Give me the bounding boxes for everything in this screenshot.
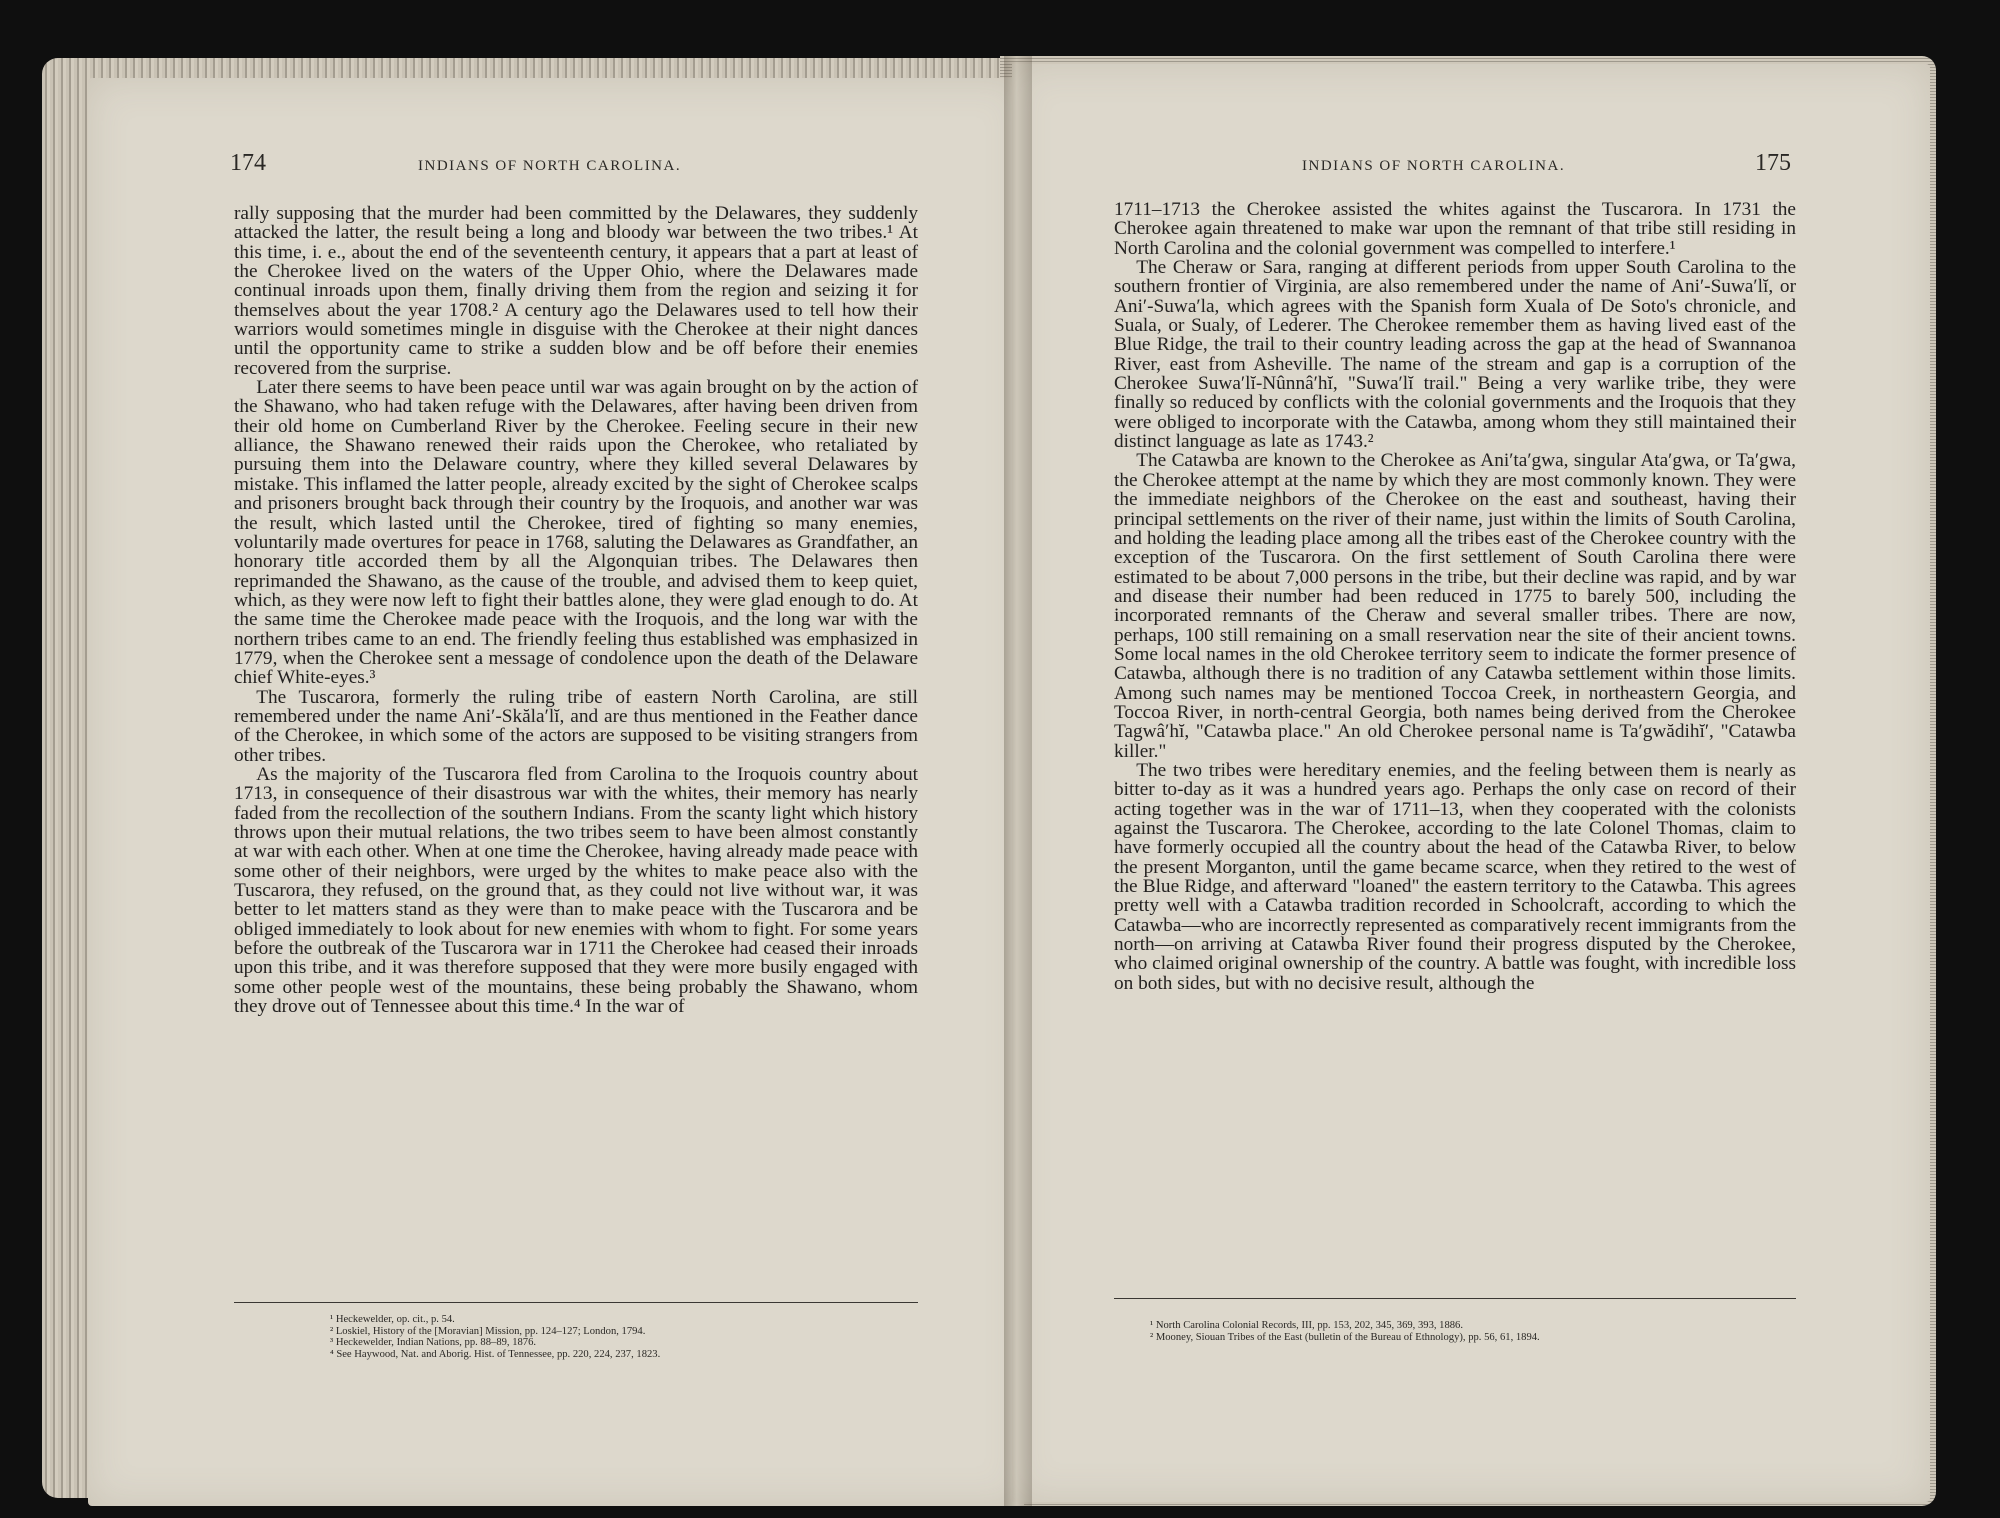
right-footnotes: [1150, 1320, 1540, 1343]
right-paragraph-3: The Catawba are known to the Cherokee as Ani′ta′gwa, singular Ata′gwa, or Ta′gwa, the Cherokee attempt at the name by which they are most commonly known. They were the immediate neighbors of the Cherokee on the east and southeast, having their principal settlements on the river of their name, just within the limits of South Carolina, and holding the leading place among all the tribes east of the Cherokee country with the exception of the Tuscarora. On the first settlement of South Carolina there were estimated to be about 7,000 persons in the tribe, but their decline was rapid, and by war and disease their number had been reduced in 1775 to barely 500, including the incorporated remnants of the Cheraw and several smaller tribes. There are now, perhaps, 100 still remaining on a small reservation near the site of their ancient towns. Some local names in the old Cherokee territory seem to indicate the former presence of Catawba, although there is no tradition of any Catawba settlement within those limits. Among such names may be mentioned Toccoa Creek, in northeastern Georgia, and Toccoa River, in north-central Georgia, both names being derived from the Cherokee Tagwâ′hĭ, "Catawba place." An old Cherokee personal name is Ta′gwădihĭ′, "Catawba killer.": [1114, 450, 1796, 762]
book-gutter: [1004, 56, 1032, 1506]
right-paragraph-2: The Cheraw or Sara, ranging at different periods from upper South Carolina to the southern frontier of Virginia, are also remembered under the name of Ani′-Suwa′lĭ, or Ani′-Suwa′la, which agrees with the Spanish form Xuala of De Soto's chronicle, and Suala, or Sualy, of Lederer. The Cherokee remember them as having lived east of the Blue Ridge, the trail to their country leading across the gap at the head of Swannanoa River, east from Asheville. The name of the stream and gap is a corruption of the Cherokee Suwa′lĭ-Nûnnâ′hĭ, "Suwa′lĭ trail." Being a very warlike tribe, they were finally so reduced by conflicts with the colonial governments and the Iroquois that they were obliged to incorporate with the Catawba, among whom they still maintained their distinct language as late as 1743.²: [1114, 257, 1796, 453]
left-running-head: INDIANS OF NORTH CAROLINA.: [418, 158, 682, 174]
left-paragraph-2: Later there seems to have been peace until war was again brought on by the action of the Shawano, who had taken refuge with the Delawares, after having been driven from their old home on Cumberland River by the Cherokee. Feeling secure in their new alliance, the Shawano renewed their raids upon the Cherokee, who retaliated by pursuing them into the Delaware country, where they killed several Delawares by mistake. This inflamed the latter people, already excited by the sight of Cherokee scalps and prisoners brought back through their country by the Iroquois, and another war was the result, which lasted until the Cherokee, tired of fighting so many enemies, voluntarily made overtures for peace in 1768, saluting the Delawares as Grandfather, an honorary title accorded them by all the Algonquian tribes. The Delawares then reprimanded the Shawano, as the cause of the trouble, and advised them to keep quiet, which, as they were now left to fight their battles alone, they were glad enough to do. At the same time the Cherokee made peace with the Iroquois, and the long war with the northern tribes came to an end. The friendly feeling thus established was emphasized in 1779, when the Cherokee sent a message of condolence upon the death of the Delaware chief White-eyes.³: [234, 377, 918, 689]
right-footnote-1: ¹ North Carolina Colonial Records, III, pp. 153, 202, 345, 369, 393, 1886.: [1150, 1320, 1464, 1331]
left-body-text: [234, 204, 918, 1016]
left-footnote-1: ¹ Heckewelder, op. cit., p. 54.: [330, 1314, 455, 1325]
left-footnote-3: ³ Heckewelder, Indian Nations, pp. 88–89, 1876.: [330, 1337, 537, 1349]
right-page-number: 175: [1755, 150, 1791, 176]
left-footnote-4: ⁴ See Haywood, Nat. and Aborig. Hist. of Tennessee, pp. 220, 224, 237, 1823.: [330, 1348, 661, 1360]
left-footnote-rule: [234, 1302, 918, 1303]
left-footnotes: [330, 1314, 660, 1360]
right-paragraph-4: The two tribes were hereditary enemies, and the feeling between them is nearly as bitter to-day as it was a hundred years ago. Perhaps the only case on record of their acting together was in the war of 1711–13, when they cooperated with the colonists against the Tuscarora. The Cherokee, according to the late Colonel Thomas, claim to have formerly occupied all the country about the head of the Catawba River, to below the present Morganton, until the game became scarce, when they retired to the west of the Blue Ridge, and afterward "loaned" the eastern territory to the Catawba. This agrees pretty well with a Catawba tradition recorded in Schoolcraft, according to which the Catawba—who are incorrectly represented as comparatively recent immigrants from the north—on arriving at Catawba River found their progress disputed by the Cherokee, who claimed original ownership of the country. A battle was fought, with incredible loss on both sides, but with no decisive result, although the: [1114, 759, 1796, 994]
right-paragraph-1: 1711–1713 the Cherokee assisted the whites against the Tuscarora. In 1731 the Cherokee again threatened to make war upon the remnant of that tribe still residing in North Carolina and the colonial government was compelled to interfere.¹: [1114, 199, 1796, 259]
right-footnote-rule: [1114, 1298, 1796, 1299]
right-running-head: INDIANS OF NORTH CAROLINA.: [1302, 158, 1566, 174]
left-paragraph-3: The Tuscarora, formerly the ruling tribe of eastern North Carolina, are still remembered under the name Ani′-Skăla′lĭ, and are thus mentioned in the Feather dance of the Cherokee, in which some of the actors are supposed to be visiting strangers from other tribes.: [234, 686, 918, 766]
right-footnote-2: ² Mooney, Siouan Tribes of the East (bulletin of the Bureau of Ethnology), pp. 56, 61, 1894.: [1150, 1331, 1540, 1343]
left-paragraph-1: rally supposing that the murder had been committed by the Delawares, they suddenly attacked the latter, the result being a long and bloody war between the two tribes.¹ At this time, i. e., about the end of the seventeenth century, it appears that a part at least of the Cherokee lived on the waters of the Upper Ohio, where the Delawares made continual inroads upon them, finally driving them from the region and seizing it for themselves about the year 1708.² A century ago the Delawares used to tell how their warriors would sometimes mingle in disguise with the Cherokee at their night dances until the opportunity came to strike a sudden blow and be off before their enemies recovered from the surprise.: [234, 203, 918, 379]
right-body-text: [1114, 200, 1796, 993]
left-paragraph-4: As the majority of the Tuscarora fled from Carolina to the Iroquois country about 1713, in consequence of their disastrous war with the whites, their memory has nearly faded from the recollection of the southern Indians. From the scanty light which history throws upon their mutual relations, the two tribes seem to have been almost constantly at war with each other. When at one time the Cherokee, having already made peace with some other of their neighbors, were urged by the whites to make peace also with the Tuscarora, they refused, on the ground that, as they could not live without war, it was better to let matters stand as they were than to make peace with the Tuscarora and be obliged immediately to look about for new enemies with whom to fight. For some years before the outbreak of the Tuscarora war in 1711 the Cherokee had ceased their inroads upon this tribe, and it was therefore supposed that they were more busily engaged with some other people west of the mountains, these being probably the Shawano, whom they drove out of Tennessee about this time.⁴ In the war of: [234, 763, 918, 1018]
left-page-number: 174: [230, 150, 266, 176]
left-footnote-2: ² Loskiel, History of the [Moravian] Mission, pp. 124–127; London, 1794.: [330, 1325, 646, 1337]
